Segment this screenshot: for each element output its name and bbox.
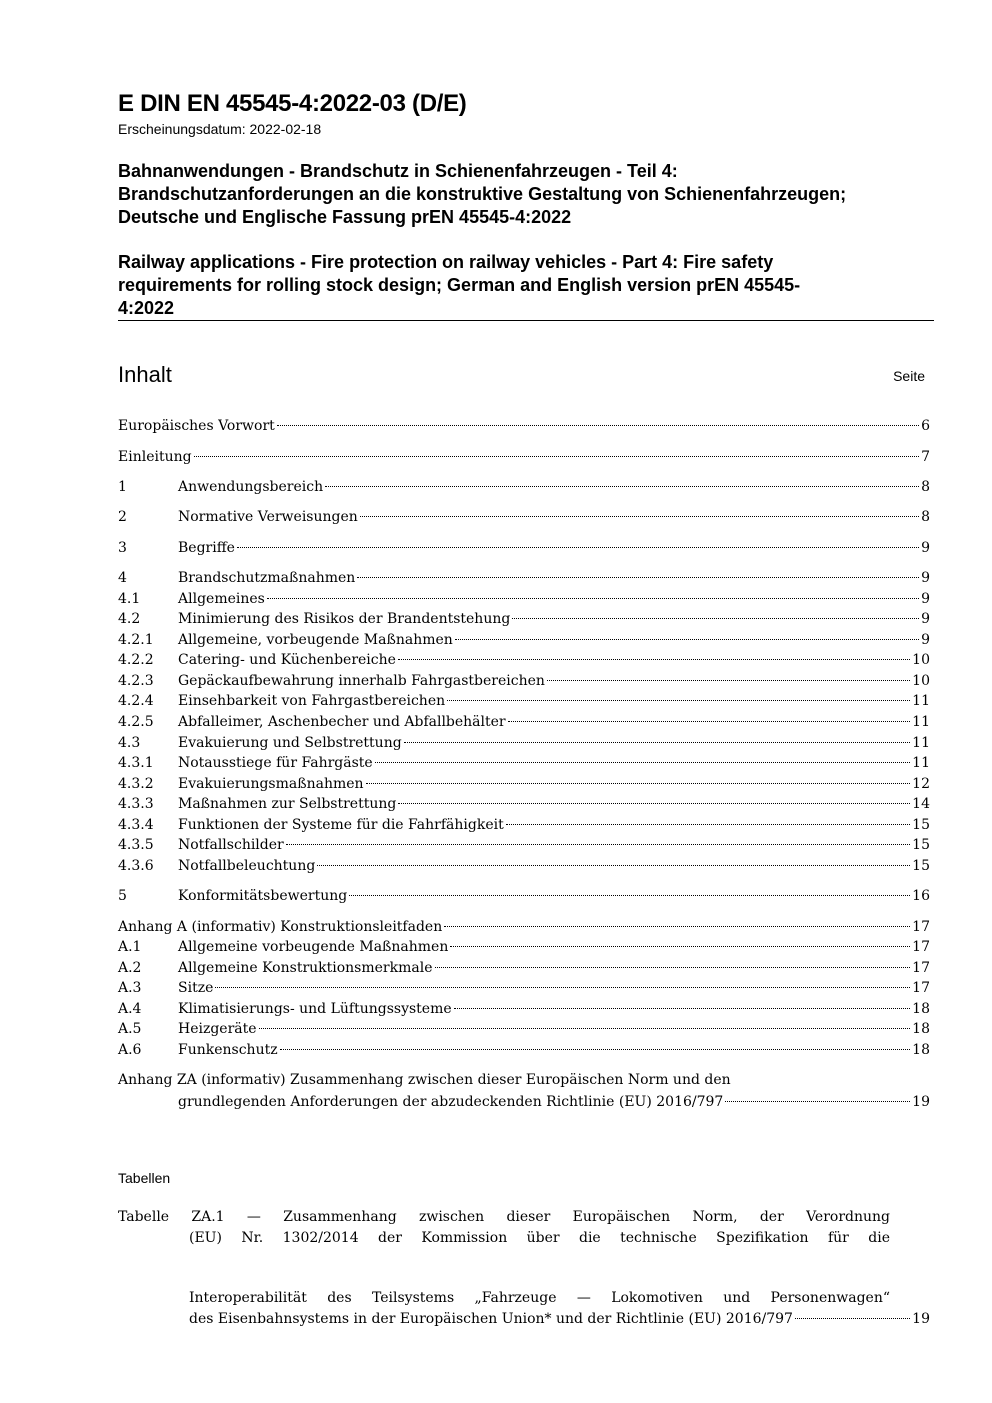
toc-leader-dots — [508, 721, 911, 722]
title-divider — [118, 320, 934, 321]
toc-entry-label: Sitze — [178, 980, 214, 996]
toc-leader-dots — [194, 456, 920, 457]
toc-entry[interactable] — [118, 1021, 930, 1041]
toc-leader-dots — [277, 425, 919, 426]
toc-entry-label: Notfallbeleuchtung — [178, 858, 316, 874]
table-za1-line4[interactable] — [189, 1311, 930, 1331]
toc-entry-label: Funkenschutz — [178, 1042, 278, 1058]
toc-leader-dots — [286, 844, 910, 845]
toc-entry-page: 19 — [912, 1094, 930, 1110]
toc-entry[interactable] — [118, 591, 930, 611]
toc-leader-dots — [349, 895, 910, 896]
toc-entry-annex-za-line1[interactable]: Anhang ZA (informativ) Zusammenhang zwischen dieser Europäischen Norm und den — [118, 1072, 731, 1088]
toc-entry[interactable] — [118, 1042, 930, 1062]
toc-entry-label: Allgemeine, vorbeugende Maßnahmen — [178, 632, 453, 648]
toc-leader-dots — [317, 865, 910, 866]
toc-entry[interactable] — [118, 418, 930, 438]
toc-leader-dots — [447, 700, 910, 701]
toc-entry-number: 4.2.1 — [118, 632, 154, 648]
table-za1-line3[interactable]: Interoperabilität des Teilsystems „Fahrzeuge — Lokomotiven und Personenwagen“ — [189, 1290, 890, 1306]
toc-entry-number: A.3 — [118, 980, 142, 996]
title-german-line: Deutsche und Englische Fassung prEN 45545-4:2022 — [118, 207, 572, 227]
toc-entry-number: 4.3.3 — [118, 796, 154, 812]
toc-leader-dots — [325, 486, 919, 487]
toc-entry-number: 3 — [118, 540, 127, 556]
toc-entry-label: Funktionen der Systeme für die Fahrfähigkeit — [178, 817, 504, 833]
title-german — [118, 160, 938, 229]
toc-entry-number: 4.3.6 — [118, 858, 154, 874]
toc-entry-label: Normative Verweisungen — [178, 509, 358, 525]
toc-entry[interactable] — [118, 673, 930, 693]
toc-leader-dots — [725, 1101, 910, 1102]
toc-entry-page: 17 — [912, 919, 930, 935]
toc-leader-dots — [280, 1049, 911, 1050]
toc-entry-label: Anhang A (informativ) Konstruktionsleitfaden — [118, 919, 443, 935]
toc-entry-number: 4.2.2 — [118, 652, 154, 668]
toc-entry-number: A.6 — [118, 1042, 142, 1058]
toc-entry-label: Begriffe — [178, 540, 235, 556]
toc-entry-number: 4.3.4 — [118, 817, 154, 833]
toc-entry-page: 9 — [921, 611, 930, 627]
toc-entry-page: 18 — [912, 1042, 930, 1058]
toc-leader-dots — [404, 742, 911, 743]
toc-entry-number: 4.3 — [118, 735, 141, 751]
toc-leader-dots — [450, 946, 910, 947]
toc-entry-label: Catering- und Küchenbereiche — [178, 652, 396, 668]
toc-leader-dots — [435, 967, 911, 968]
toc-leader-dots — [512, 618, 919, 619]
toc-leader-dots — [547, 680, 910, 681]
toc-entry-label: Einsehbarkeit von Fahrgastbereichen — [178, 693, 446, 709]
toc-entry[interactable] — [118, 693, 930, 713]
toc-entry-label: Heizgeräte — [178, 1021, 257, 1037]
toc-entry-label: Notfallschilder — [178, 837, 284, 853]
toc-entry[interactable] — [118, 796, 930, 816]
toc-heading: Inhalt — [118, 362, 172, 387]
title-german-line: Bahnanwendungen - Brandschutz in Schienenfahrzeugen - Teil 4: — [118, 161, 678, 181]
tables-heading: Tabellen — [118, 1170, 171, 1186]
toc-entry-page: 11 — [912, 714, 930, 730]
toc-entry[interactable] — [118, 1001, 930, 1021]
toc-leader-dots — [215, 987, 910, 988]
toc-entry-page: 11 — [912, 693, 930, 709]
toc-entry[interactable] — [118, 570, 930, 590]
toc-leader-dots — [259, 1028, 911, 1029]
toc-entry-label: Evakuierung und Selbstrettung — [178, 735, 402, 751]
toc-entry-page: 11 — [912, 755, 930, 771]
toc-leader-dots — [360, 516, 919, 517]
toc-entry-label: Notausstiege für Fahrgäste — [178, 755, 373, 771]
toc-entry-number: 4 — [118, 570, 127, 586]
toc-entry-number: A.4 — [118, 1001, 142, 1017]
toc-entry-label: Allgemeine vorbeugende Maßnahmen — [178, 939, 449, 955]
toc-entry-number: 1 — [118, 479, 127, 495]
toc-entry-number: 4.2.4 — [118, 693, 154, 709]
toc-entry-page: 8 — [921, 479, 930, 495]
toc-leader-dots — [267, 598, 919, 599]
toc-entry[interactable] — [118, 919, 930, 939]
publication-date: Erscheinungsdatum: 2022-02-18 — [118, 121, 322, 137]
toc-leader-dots — [444, 926, 910, 927]
toc-entry-page: 15 — [912, 817, 930, 833]
table-za1-line2[interactable]: (EU) Nr. 1302/2014 der Kommission über die technische Spezifikation für die — [189, 1230, 890, 1246]
toc-entry-label: Allgemeines — [178, 591, 265, 607]
toc-entry-page: 11 — [912, 735, 930, 751]
toc-entry-label: Gepäckaufbewahrung innerhalb Fahrgastbereichen — [178, 673, 545, 689]
toc-entry[interactable] — [118, 735, 930, 755]
toc-entry-number: 4.2 — [118, 611, 141, 627]
toc-entry-number: A.2 — [118, 960, 142, 976]
toc-entry[interactable] — [118, 540, 930, 560]
toc-entry-page: 16 — [912, 888, 930, 904]
toc-entry-page: 9 — [921, 540, 930, 556]
toc-entry-page: 18 — [912, 1021, 930, 1037]
toc-entry[interactable] — [118, 960, 930, 980]
toc-entry-number: 4.3.2 — [118, 776, 154, 792]
toc-entry-page: 12 — [912, 776, 930, 792]
toc-entry-label: Einleitung — [118, 449, 192, 465]
toc-entry-number: 4.3.5 — [118, 837, 154, 853]
toc-entry-number: 4.1 — [118, 591, 141, 607]
toc-leader-dots — [506, 824, 910, 825]
title-german-line: Brandschutzanforderungen an die konstruktive Gestaltung von Schienenfahrzeugen; — [118, 184, 847, 204]
toc-entry-label: Brandschutzmaßnahmen — [178, 570, 356, 586]
toc-entry[interactable] — [118, 980, 930, 1000]
table-za1-line1[interactable]: Tabelle ZA.1 — Zusammenhang zwischen dieser Europäischen Norm, der Verordnung — [118, 1209, 890, 1225]
title-english — [118, 251, 938, 320]
toc-entry-page: 17 — [912, 960, 930, 976]
toc-entry-label: Klimatisierungs- und Lüftungssysteme — [178, 1001, 452, 1017]
toc-entry[interactable] — [118, 837, 930, 857]
toc-entry-label: grundlegenden Anforderungen der abzudeckenden Richtlinie (EU) 2016/797 — [178, 1094, 724, 1110]
title-english-line: Railway applications - Fire protection on railway vehicles - Part 4: Fire safety — [118, 252, 774, 272]
title-english-line: requirements for rolling stock design; German and English version prEN 45545- — [118, 275, 801, 295]
toc-entry-label: Europäisches Vorwort — [118, 418, 275, 434]
toc-entry-number: A.5 — [118, 1021, 142, 1037]
toc-entry[interactable] — [118, 755, 930, 775]
toc-entry-label: Konformitätsbewertung — [178, 888, 348, 904]
toc-entry-page: 15 — [912, 837, 930, 853]
toc-entry-label: des Eisenbahnsystems in der Europäischen Union* und der Richtlinie (EU) 2016/797 — [189, 1311, 793, 1327]
toc-entry-page: 6 — [921, 418, 930, 434]
toc-entry-number: 2 — [118, 509, 127, 525]
toc-leader-dots — [398, 659, 910, 660]
toc-entry[interactable] — [118, 858, 930, 878]
toc-entry-page: 10 — [912, 673, 930, 689]
toc-entry[interactable] — [118, 479, 930, 499]
toc-page-column-heading: Seite — [893, 368, 925, 384]
toc-entry-page: 10 — [912, 652, 930, 668]
toc-entry[interactable] — [118, 714, 930, 734]
toc-entry[interactable] — [118, 888, 930, 908]
toc-leader-dots — [454, 1008, 911, 1009]
toc-entry[interactable] — [118, 817, 930, 837]
title-english-line: 4:2022 — [118, 298, 175, 318]
toc-entry-number: A.1 — [118, 939, 142, 955]
toc-entry-page: 7 — [921, 449, 930, 465]
toc-entry-page: 19 — [912, 1311, 930, 1327]
toc-entry-page: 15 — [912, 858, 930, 874]
toc-entry-page: 9 — [921, 570, 930, 586]
toc-entry-page: 8 — [921, 509, 930, 525]
toc-entry-page: 17 — [912, 939, 930, 955]
toc-entry[interactable] — [118, 611, 930, 631]
toc-entry-number: 4.2.3 — [118, 673, 154, 689]
toc-entry[interactable] — [118, 632, 930, 652]
toc-entry[interactable] — [118, 776, 930, 796]
toc-entry[interactable] — [118, 939, 930, 959]
toc-entry-number: 4.2.5 — [118, 714, 154, 730]
toc-entry-page: 9 — [921, 591, 930, 607]
toc-leader-dots — [398, 803, 910, 804]
toc-entry-label: Minimierung des Risikos der Brandentstehung — [178, 611, 511, 627]
toc-entry[interactable] — [118, 509, 930, 529]
toc-leader-dots — [366, 783, 911, 784]
toc-leader-dots — [237, 547, 919, 548]
toc-entry-label: Evakuierungsmaßnahmen — [178, 776, 364, 792]
toc-entry[interactable] — [118, 449, 930, 469]
toc-entry-label: Abfalleimer, Aschenbecher und Abfallbehälter — [178, 714, 506, 730]
toc-entry-label: Anwendungsbereich — [178, 479, 324, 495]
toc-entry-number: 5 — [118, 888, 127, 904]
toc-leader-dots — [357, 577, 919, 578]
toc-entry-page: 17 — [912, 980, 930, 996]
toc-entry[interactable] — [118, 652, 930, 672]
toc-leader-dots — [455, 639, 919, 640]
toc-leader-dots — [375, 762, 910, 763]
toc-entry-label: Allgemeine Konstruktionsmerkmale — [178, 960, 433, 976]
document-code: E DIN EN 45545-4:2022-03 (D/E) — [118, 90, 467, 117]
toc-entry-label: Maßnahmen zur Selbstrettung — [178, 796, 397, 812]
toc-entry-page: 14 — [912, 796, 930, 812]
toc-entry-page: 9 — [921, 632, 930, 648]
toc-entry-annex-za-line2[interactable] — [178, 1094, 930, 1114]
toc-entry-number: 4.3.1 — [118, 755, 154, 771]
toc-leader-dots — [795, 1318, 910, 1319]
toc-entry-page: 18 — [912, 1001, 930, 1017]
